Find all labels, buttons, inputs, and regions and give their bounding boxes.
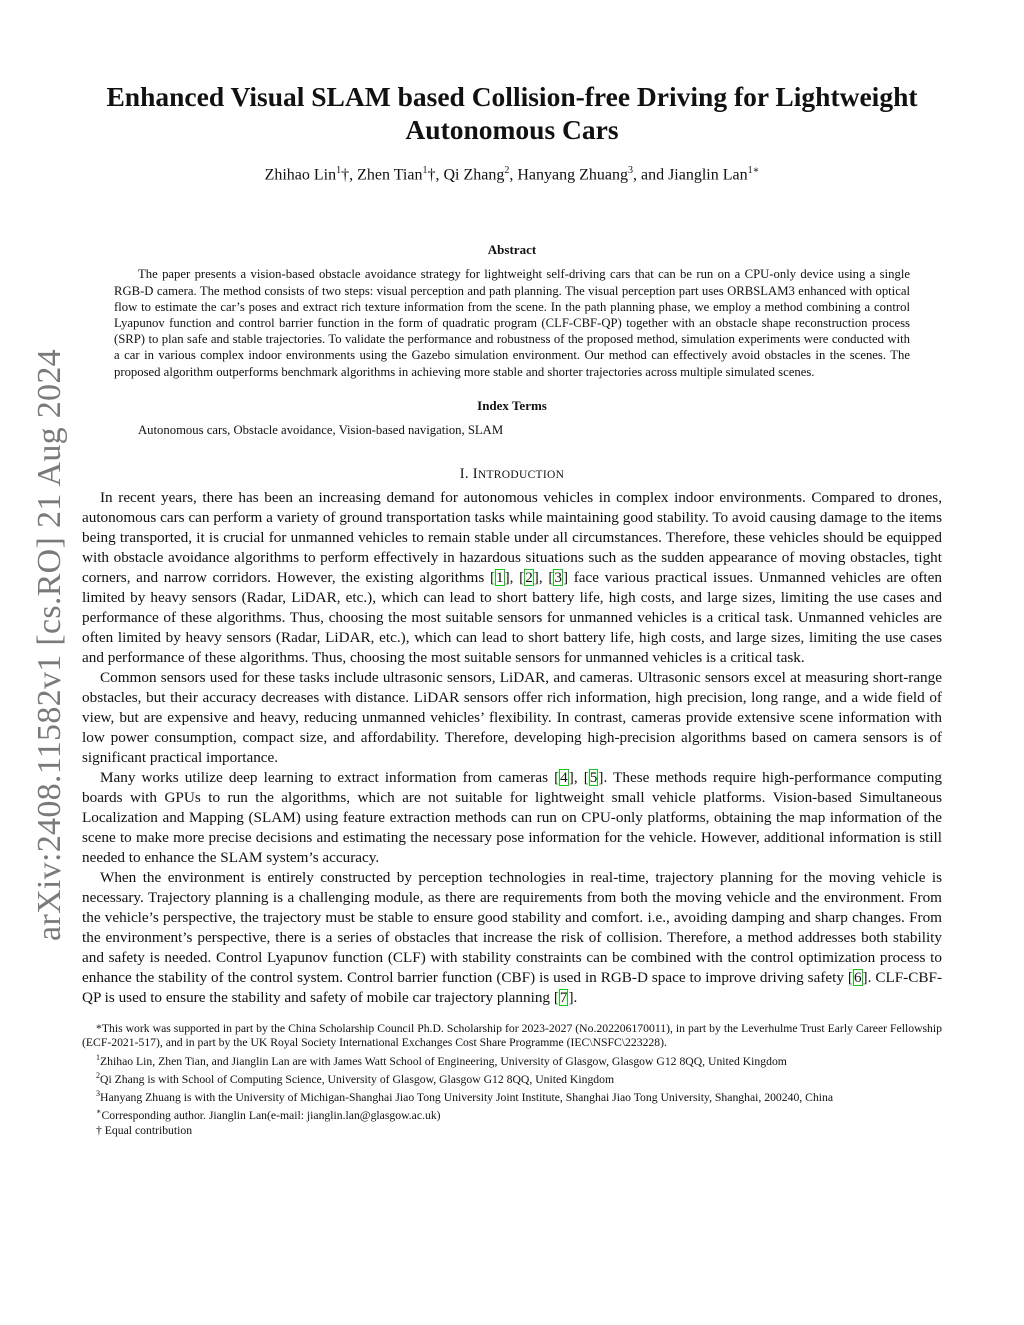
footnote [82,1087,942,1105]
citation-link[interactable]: 3 [554,568,562,586]
author-name: Jianglin Lan [668,166,748,184]
body-text-run: ], [ [504,568,525,586]
footnote [82,1124,942,1138]
body-paragraph [82,768,942,868]
footnote-text: Corresponding author. Jianglin Lan(e-mail: jianglin.lan@glasgow.ac.uk) [101,1109,441,1123]
abstract-heading: Abstract [487,242,537,258]
section-title-initial: I [472,465,478,482]
body-text-run: ], [ [568,768,589,786]
body-text-run: When the environment is entirely constructed by perception technologies in real-time, trajectory planning for the moving vehicle is necessary. Trajectory planning is a challenging module, as there are requirements from both the moving vehicle and the environment. From the vehicle’s perspective, the trajectory must be stable to ensure good stability and comfort. i.e., avoiding damping and sharp changes. From the environment’s perspective, there is a series of obstacles that increase the risk of collision. Therefore, a method addresses both stability and safety is needed. Control Lyapunov function (CLF) with stability constraints can be combined with the control optimization process to enhance the stability of the control system. Control barrier function (CBF) is used in RGB-D space to improve driving safety [ [82,868,942,986]
introduction-body [82,488,942,1008]
citation-link[interactable]: 7 [559,988,568,1006]
body-text-run: ] face various practical issues. Unmanned vehicles are often limited by heavy sensors (Radar, LiDAR, etc.), which can lead to short battery life, high costs, and large sizes, limiting the use cases and performance of these algorithms. Thus, choosing the most suitable sensors for unmanned vehicles is a critical task. Unmanned vehicles are often limited by heavy sensors (Radar, LiDAR, etc.), which can lead to short battery life, high costs, and large sizes, limiting the use cases and performance of these algorithms. Thus, choosing the most suitable sensors for unmanned vehicles is a critical task. [82,568,942,666]
author-list [82,165,942,184]
author-separator: , [509,166,518,184]
footnote-mark: 1 [96,1052,100,1062]
author-affiliation-mark: 1∗ [747,165,760,176]
author-name: Zhen Tian [357,166,423,184]
footnote-mark: 3 [96,1089,100,1099]
index-terms-heading: Index Terms [477,397,547,413]
paper-title: Enhanced Visual SLAM based Collision-free Driving for Lightweight Autonomous Cars [106,81,918,145]
footnote [82,1069,942,1087]
footnote-text: Zhihao Lin, Zhen Tian, and Jianglin Lan are with James Watt School of Engineering, University of Glasgow, Glasgow G12 8QQ, United Kingdom [100,1054,787,1068]
body-text-run: ]. These methods require high-performance computing boards with GPUs to run the algorithms, which are not suitable for lightweight small vehicle platforms. Vision-based Simultaneous Localization and Mapping (SLAM) using feature extraction methods can run on CPU-only platforms, obtaining the map information of the scene to make more precise decisions and estimating the necessary pose information for the vehicle. However, additional information is still needed to enhance the SLAM system’s accuracy. [82,768,942,866]
author-separator: †, [341,166,358,184]
author-name: Hanyang Zhuang [517,166,628,184]
paper-page [82,80,942,1138]
footnote [82,1105,942,1123]
footnote-text: Hanyang Zhuang is with the University of Michigan-Shanghai Jiao Tong University Joint Institute, Shanghai Jiao Tong University, Shanghai, 200240, China [100,1091,834,1105]
citation-link[interactable]: 6 [853,968,862,986]
footnote-text: Qi Zhang is with School of Computing Science, University of Glasgow, Glasgow G12 8QQ, United Kingdom [100,1072,615,1086]
section-title-rest: NTRODUCTION [477,468,565,481]
body-text-run: Many works utilize deep learning to extract information from cameras [ [100,768,560,786]
citation-link[interactable]: 5 [589,768,598,786]
author-separator: , and [632,166,669,184]
footnotes [82,1022,942,1138]
citation-link[interactable]: 4 [560,768,568,786]
author-affiliation-mark: 3 [627,165,633,176]
section-number: I. [459,465,473,482]
body-paragraph [82,488,942,668]
body-paragraph [82,868,942,1008]
body-text-run: ], [ [533,568,554,586]
body-text-run: ]. [568,988,578,1006]
author-affiliation-mark: 1 [422,165,428,176]
footnote-text: *This work was supported in part by the China Scholarship Council Ph.D. Scholarship for 2023-2027 (No.202206170011), in part by the Leverhulme Trust Early Career Fellowship (ECF-2021-517), and in part by the UK Royal Society International Exchanges Cost Share Programme (IEC\NSFC\223228). [82,1021,942,1050]
footnote-text: † Equal contribution [96,1123,193,1137]
abstract-text: The paper presents a vision-based obstacle avoidance strategy for lightweight self-driving cars that can be run on a CPU-only device using a single RGB-D camera. The method consists of two steps: visual perception and path planning. The visual perception part uses ORBSLAM3 enhanced with optical flow to estimate the car’s poses and extract rich texture information from the scene. In the path planning phase, we employ a method combining a control Lyapunov function and control barrier function in the form of quadratic program (CLF-CBF-QP) together with an obstacle shape reconstruction process (SRP) to plan safe and stable trajectories. To validate the performance and robustness of the proposed method, simulation experiments were conducted with a car in various complex indoor environments using the Gazebo simulation environment. Our method can effectively avoid obstacles in the scenes. The proposed algorithm outperforms benchmark algorithms in achieving more stable and shorter trajectories across multiple simulated scenes. [114,267,910,379]
footnote [82,1022,942,1051]
body-text-run: ]. CLF-CBF-QP is used to ensure the stability and safety of mobile car trajectory planning [ [82,968,943,1006]
footnote-mark: 2 [96,1070,100,1080]
author-name: Qi Zhang [443,166,505,184]
author-separator: †, [427,166,444,184]
arxiv-identifier: arXiv:2408.11582v1 [cs.RO] 21 Aug 2024 [31,349,68,941]
index-terms-text: Autonomous cars, Obstacle avoidance, Vision-based navigation, SLAM [138,422,504,437]
author-name: Zhihao Lin [264,166,337,184]
body-paragraph [82,668,942,768]
section-heading-introduction [82,466,942,483]
citation-link[interactable]: 2 [525,568,533,586]
body-text-run: Common sensors used for these tasks include ultrasonic sensors, LiDAR, and cameras. Ultrasonic sensors excel at measuring short-range obstacles, but their accuracy decreases with distance. LiDAR sensors offer rich information, high precision, long range, and a wide field of view, but are expensive and heavy, reducing unmanned vehicles’ flexibility. In contrast, cameras provide extensive scene information with low power consumption, compact size, and affordability. Therefore, developing high-precision algorithms based on camera sensors is of significant practical importance. [82,668,942,766]
citation-link[interactable]: 1 [496,568,504,586]
author-affiliation-mark: 2 [504,165,510,176]
footnote-mark: ∗ [96,1107,102,1117]
body-text-run: In recent years, there has been an increasing demand for autonomous vehicles in complex indoor environments. Compared to drones, autonomous cars can perform a variety of ground transportation tasks while maintaining good stability. To avoid causing damage to the items being transported, it is crucial for unmanned vehicles to remain stable under all circumstances. Therefore, these vehicles should be equipped with obstacle avoidance algorithms to perform effectively in hazardous situations such as the sudden appearance of moving obstacles, tight corners, and narrow corridors. However, the existing algorithms [ [82,488,942,586]
arxiv-sidebar-stamp [30,345,70,945]
author-affiliation-mark: 1 [336,165,342,176]
footnote [82,1051,942,1069]
